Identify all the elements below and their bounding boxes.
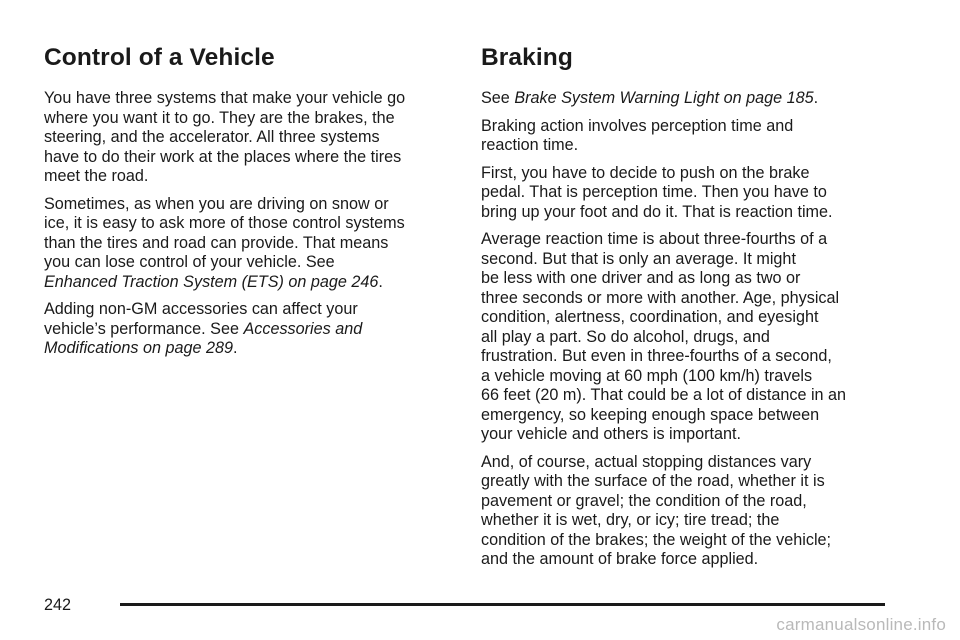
text-line: emergency, so keeping enough space between bbox=[481, 405, 820, 424]
section-heading-braking: Braking bbox=[481, 44, 573, 71]
text-line: condition, alertness, coordination, and eyesight bbox=[481, 308, 819, 326]
paragraph-accessories bbox=[44, 300, 448, 359]
text-line: Adding non-GM accessories can affect your bbox=[44, 300, 358, 318]
text-line: reaction time. bbox=[481, 136, 579, 154]
left-column bbox=[44, 42, 448, 367]
text-line: you can lose control of your vehicle. See bbox=[44, 253, 335, 271]
watermark-logo: carmanualsonline.info bbox=[776, 615, 946, 634]
paragraph-perception-reaction bbox=[481, 117, 906, 156]
cross-reference-brake-warning-link[interactable]: Brake System Warning Light on page 185 bbox=[514, 89, 814, 107]
text-line bbox=[44, 273, 448, 293]
text-line bbox=[44, 339, 448, 359]
text-line: First, you have to decide to push on the brake bbox=[481, 163, 810, 182]
text-line: greatly with the surface of the road, whether it is bbox=[481, 472, 825, 490]
paragraph-three-systems bbox=[44, 89, 448, 187]
text-line: Sometimes, as when you are driving on snow or bbox=[44, 194, 389, 213]
text-line: condition of the brakes; the weight of the vehicle; bbox=[481, 530, 832, 549]
text-line: bring up your foot and do it. That is reaction time. bbox=[481, 202, 833, 221]
text-line: Average reaction time is about three-fourths of a bbox=[481, 230, 828, 248]
text-line: You have three systems that make your vehicle go bbox=[44, 89, 406, 107]
punctuation: . bbox=[233, 339, 238, 357]
text-line: pavement or gravel; the condition of the road, bbox=[481, 491, 807, 510]
text-line: all play a part. So do alcohol, drugs, and bbox=[481, 327, 770, 346]
cross-reference-ets-link[interactable]: Enhanced Traction System (ETS) on page 246 bbox=[44, 272, 379, 291]
text-line: have to do their work at the places where the tires bbox=[44, 147, 402, 166]
text-line bbox=[481, 89, 906, 109]
text-line: frustration. But even in three-fourths of a second, bbox=[481, 347, 832, 365]
cross-reference-modifications-link[interactable]: Modifications on page 289 bbox=[44, 339, 233, 357]
text-line: And, of course, actual stopping distances vary bbox=[481, 452, 812, 471]
paragraph-push-brake bbox=[481, 164, 906, 223]
text-line: than the tires and road can provide. That means bbox=[44, 233, 389, 252]
punctuation: . bbox=[378, 272, 383, 291]
text-line: second. But that is only an average. It might bbox=[481, 249, 796, 268]
paragraph-stopping-distances bbox=[481, 453, 906, 570]
paragraph-snow-ice bbox=[44, 195, 448, 293]
text-line: where you want it to go. They are the brakes, the bbox=[44, 108, 395, 127]
text-line: meet the road. bbox=[44, 167, 149, 185]
text-line: whether it is wet, dry, or icy; tire tread; the bbox=[481, 511, 780, 529]
page-number: 242 bbox=[44, 596, 72, 614]
text-fragment: See bbox=[481, 89, 515, 107]
text-line: your vehicle and others is important. bbox=[481, 425, 742, 443]
right-column bbox=[481, 42, 906, 578]
text-fragment: vehicle’s performance. See bbox=[44, 319, 244, 338]
text-line: pedal. That is perception time. Then you have to bbox=[481, 183, 827, 201]
section-heading-control-of-a-vehicle: Control of a Vehicle bbox=[44, 44, 275, 71]
cross-reference-accessories-link[interactable]: Accessories and bbox=[243, 319, 363, 338]
paragraph-see-reference bbox=[481, 89, 906, 109]
text-line bbox=[44, 320, 448, 340]
text-line: a vehicle moving at 60 mph (100 km/h) travels bbox=[481, 366, 813, 385]
text-line: steering, and the accelerator. All three systems bbox=[44, 128, 380, 146]
text-line: three seconds or more with another. Age, physical bbox=[481, 288, 840, 307]
punctuation: . bbox=[813, 89, 819, 107]
text-line: be less with one driver and as long as two or bbox=[481, 269, 801, 287]
text-line: and the amount of brake force applied. bbox=[481, 550, 759, 568]
text-line: ice, it is easy to ask more of those control systems bbox=[44, 214, 405, 232]
paragraph-average-reaction bbox=[481, 230, 906, 445]
footer-divider bbox=[120, 603, 885, 606]
text-line: 66 feet (20 m). That could be a lot of distance in an bbox=[481, 386, 847, 404]
text-line: Braking action involves perception time and bbox=[481, 116, 794, 135]
